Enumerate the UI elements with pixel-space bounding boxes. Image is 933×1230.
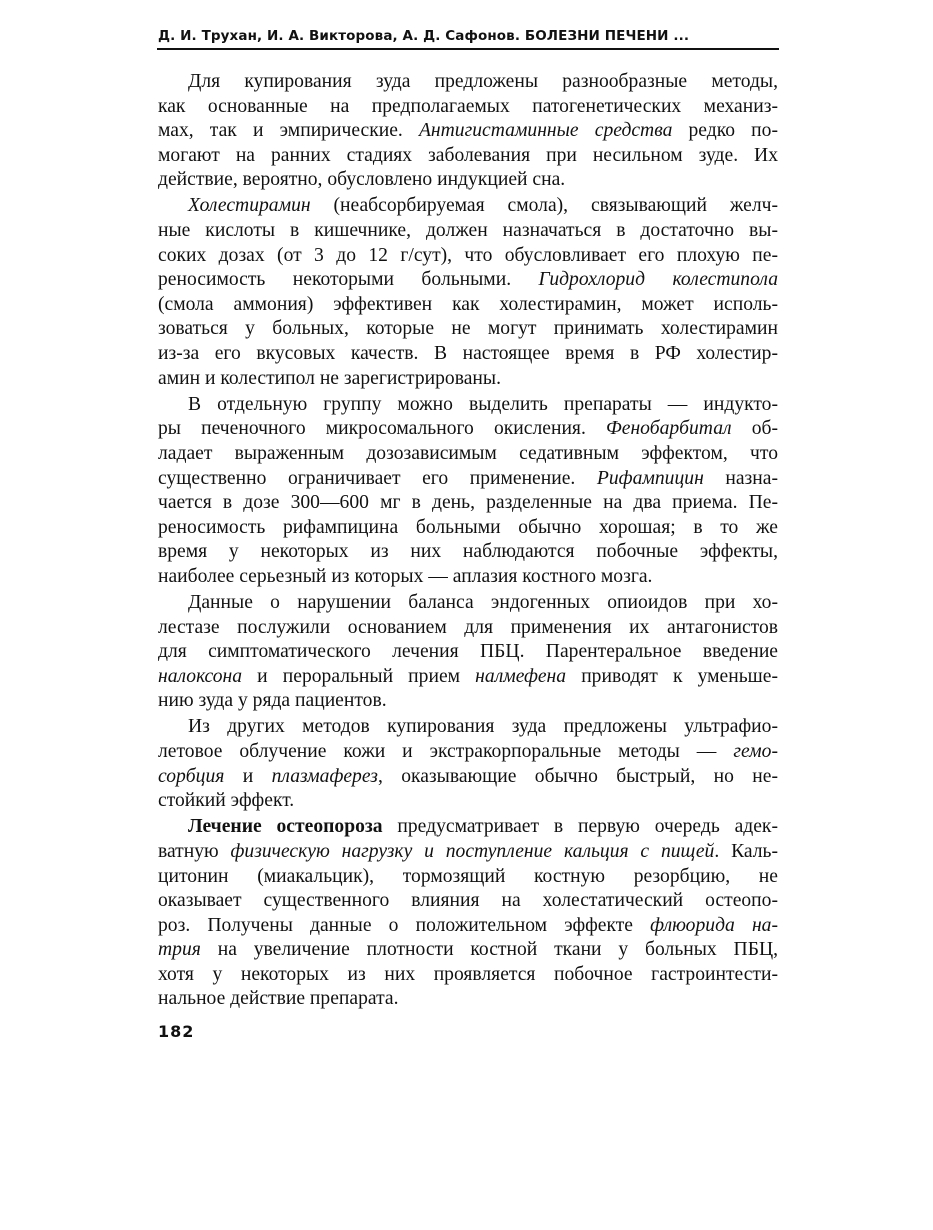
text-line [158,417,778,442]
text-run: Для купирования зуда предложены разнообразные методы, [188,71,778,92]
text-line [158,219,778,244]
text-line [158,467,778,492]
text-run: роз. Получены данные о положительном эффекте [158,914,651,936]
text-line [158,889,778,914]
text-run: цитонин (миакальцик), тормозящий костную резорбцию, не [158,865,778,887]
text-run: мах, так и эмпирические. [158,120,419,142]
text-run: ватную [158,840,231,862]
text-run: , оказывающие обычно быстрый, но не- [377,765,778,787]
italic-term: Рифампицин [596,467,704,489]
text-line [158,640,778,665]
text-line [158,293,778,318]
text-run: время у некоторых из них наблюдаются побочные эффекты, [158,541,778,563]
text-line [158,144,778,169]
text-run: оказывает существенного влияния на холестатический остеопо- [158,890,778,912]
paragraph [158,815,778,1012]
text-run: (неабсорбируемая смола), связывающий желч- [310,195,778,217]
text-run: лестазе послужили основанием для применения их антагонистов [158,616,778,638]
text-line [158,393,778,418]
text-run: нию зуда у ряда пациентов. [158,690,387,712]
text-line [158,665,778,690]
text-line [158,565,778,590]
bold-term: Лечение остеопороза [188,816,383,838]
text-run: приводят к уменьше- [566,665,778,687]
text-line [158,591,778,616]
running-head: Д. И. Трухан, И. А. Викторова, А. Д. Сафонов. БОЛЕЗНИ ПЕЧЕНИ ... [158,28,690,44]
body-text [158,70,778,1014]
text-run: предусматривает в первую очередь адек- [382,816,778,838]
text-run: реносимость некоторыми больными. [158,269,539,291]
text-line [158,168,778,193]
text-run: Данные о нарушении баланса эндогенных опиоидов при хо- [188,591,778,613]
text-run: наиболее серьезный из которых — аплазия костного мозга. [158,565,653,587]
text-run: существенно ограничивает его применение. [158,467,597,489]
italic-term: Фенобарбитал [606,418,732,440]
text-line [158,865,778,890]
text-run: из-за его вкусовых качеств. В настоящее время в РФ холестир- [158,343,778,365]
text-line [158,516,778,541]
text-run: и [224,765,272,787]
text-line [158,442,778,467]
text-line [158,765,778,790]
italic-term: Холестирамин [188,195,311,217]
text-run: . Каль- [714,840,778,862]
text-line [158,938,778,963]
text-run: чается в дозе 300—600 мг в день, разделенные на два приема. Пе- [158,492,778,514]
italic-term: сорбция [158,765,225,787]
text-run: (смола аммония) эффективен как холестирамин, может исполь- [158,293,778,315]
text-run: зоваться у больных, которые не могут принимать холестирамин [158,318,778,340]
text-run: ные кислоты в кишечнике, должен назначаться в достаточно вы- [158,220,778,242]
text-line [158,194,778,219]
header-rule [157,48,779,50]
paragraph [158,591,778,714]
text-line [158,317,778,342]
text-line [158,491,778,516]
text-run: могают на ранних стадиях заболевания при несильном зуде. Их [158,144,778,166]
text-line [158,914,778,939]
text-line [158,119,778,144]
text-line [158,740,778,765]
italic-term: трия [158,939,201,961]
text-line [158,540,778,565]
text-line [158,789,778,814]
text-line [158,815,778,840]
text-run: назна- [703,467,778,489]
text-run: стойкий эффект. [158,790,295,812]
text-line [158,616,778,641]
page-number: 182 [158,1022,195,1041]
text-line [158,268,778,293]
text-line [158,95,778,120]
italic-term: гемо- [733,741,778,763]
italic-term: Антигистаминные средства [418,120,673,142]
italic-term: флюорида на- [650,914,778,936]
text-line [158,689,778,714]
text-line [158,367,778,392]
italic-term: налмефена [475,665,567,687]
italic-term: Гидрохлорид колестипола [538,269,778,291]
text-run: на увеличение плотности костной ткани у больных ПБЦ, [200,939,778,961]
paragraph [158,70,778,193]
text-run: ладает выраженным дозозависимым седативным эффектом, что [158,442,778,464]
text-run: амин и колестипол не зарегистрированы. [158,367,501,389]
text-run: реносимость рифампицина больными обычно хорошая; в то же [158,516,778,538]
text-run: хотя у некоторых из них проявляется побочное гастроинтести- [158,963,778,985]
italic-term: физическую нагрузку и поступление кальция с пищей [230,840,715,862]
text-run: и пероральный прием [242,665,476,687]
text-run: В отдельную группу можно выделить препараты — индукто- [188,393,778,415]
text-run: нальное действие препарата. [158,988,399,1010]
text-line [158,342,778,367]
text-run: об- [731,418,778,440]
text-run: редко по- [672,120,778,142]
text-run: соких дозах (от 3 до 12 г/сут), что обусловливает его плохую пе- [158,244,778,266]
paragraph [158,715,778,813]
text-line [158,963,778,988]
text-line [158,987,778,1012]
text-line [158,244,778,269]
text-run: действие, вероятно, обусловлено индукцией сна. [158,169,566,191]
italic-term: налоксона [158,665,243,687]
text-run: для симптоматического лечения ПБЦ. Парентеральное введение [158,641,778,663]
text-line [158,715,778,740]
paragraph [158,393,778,590]
text-run: ры печеночного микросомального окисления. [158,418,606,440]
paragraph [158,194,778,391]
text-run: как основанные на предполагаемых патогенетических механиз- [158,95,778,117]
text-line [158,70,778,95]
text-line [158,840,778,865]
text-run: Из других методов купирования зуда предложены ультрафио- [188,716,778,738]
text-run: летовое облучение кожи и экстракорпоральные методы — [158,741,734,763]
italic-term: плазмаферез [271,765,378,787]
